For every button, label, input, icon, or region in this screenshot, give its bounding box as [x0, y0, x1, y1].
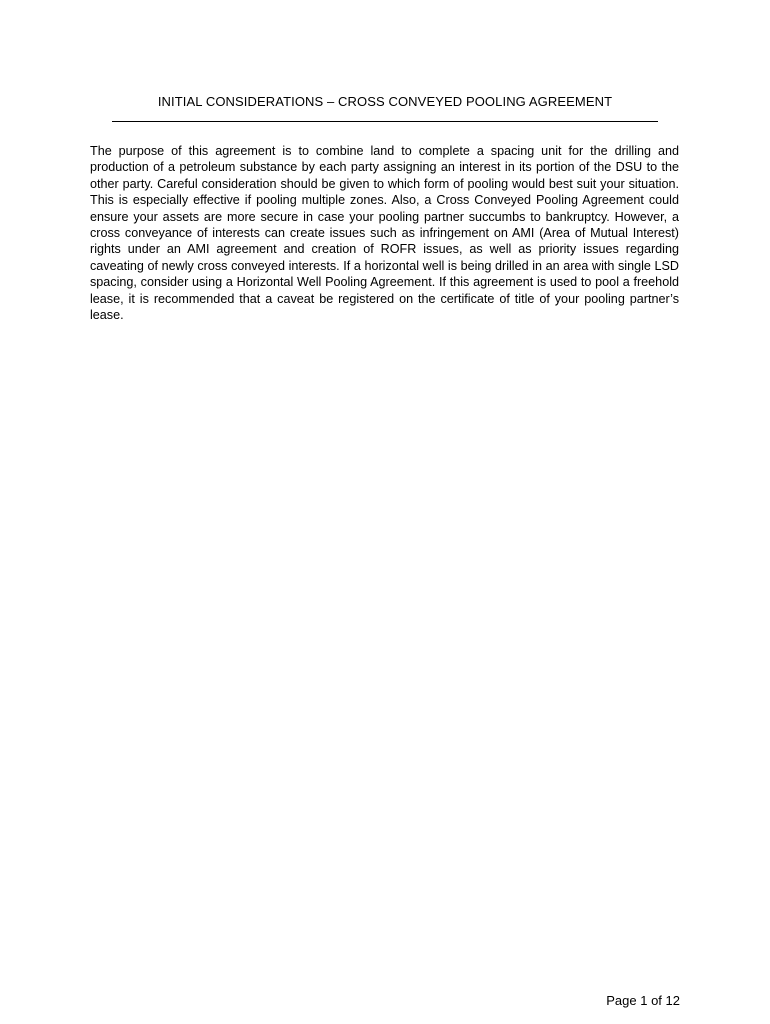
page-number: Page 1 of 12: [606, 993, 680, 1008]
title-underline: [112, 121, 658, 122]
body-paragraph: The purpose of this agreement is to combine land to complete a spacing unit for the drilling and production of a petroleum substance by each party assigning an interest in its portion of the DSU to the other party. Careful consideration should be given to which form of pooling would best suit your situation. This is especially effective if pooling multiple zones. Also, a Cross Conveyed Pooling Agreement could ensure your assets are more secure in case your pooling partner succumbs to bankruptcy. However, a cross conveyance of interests can create issues such as infringement on AMI (Area of Mutual Interest) rights under an AMI agreement and creation of ROFR issues, as well as priority issues regarding caveating of newly cross conveyed interests. If a horizontal well is being drilled in an area with single LSD spacing, consider using a Horizontal Well Pooling Agreement. If this agreement is used to pool a freehold lease, it is recommended that a caveat be registered on the certificate of title of your pooling partner’s lease.: [90, 144, 679, 323]
document-title: INITIAL CONSIDERATIONS – CROSS CONVEYED POOLING AGREEMENT: [157, 94, 613, 109]
